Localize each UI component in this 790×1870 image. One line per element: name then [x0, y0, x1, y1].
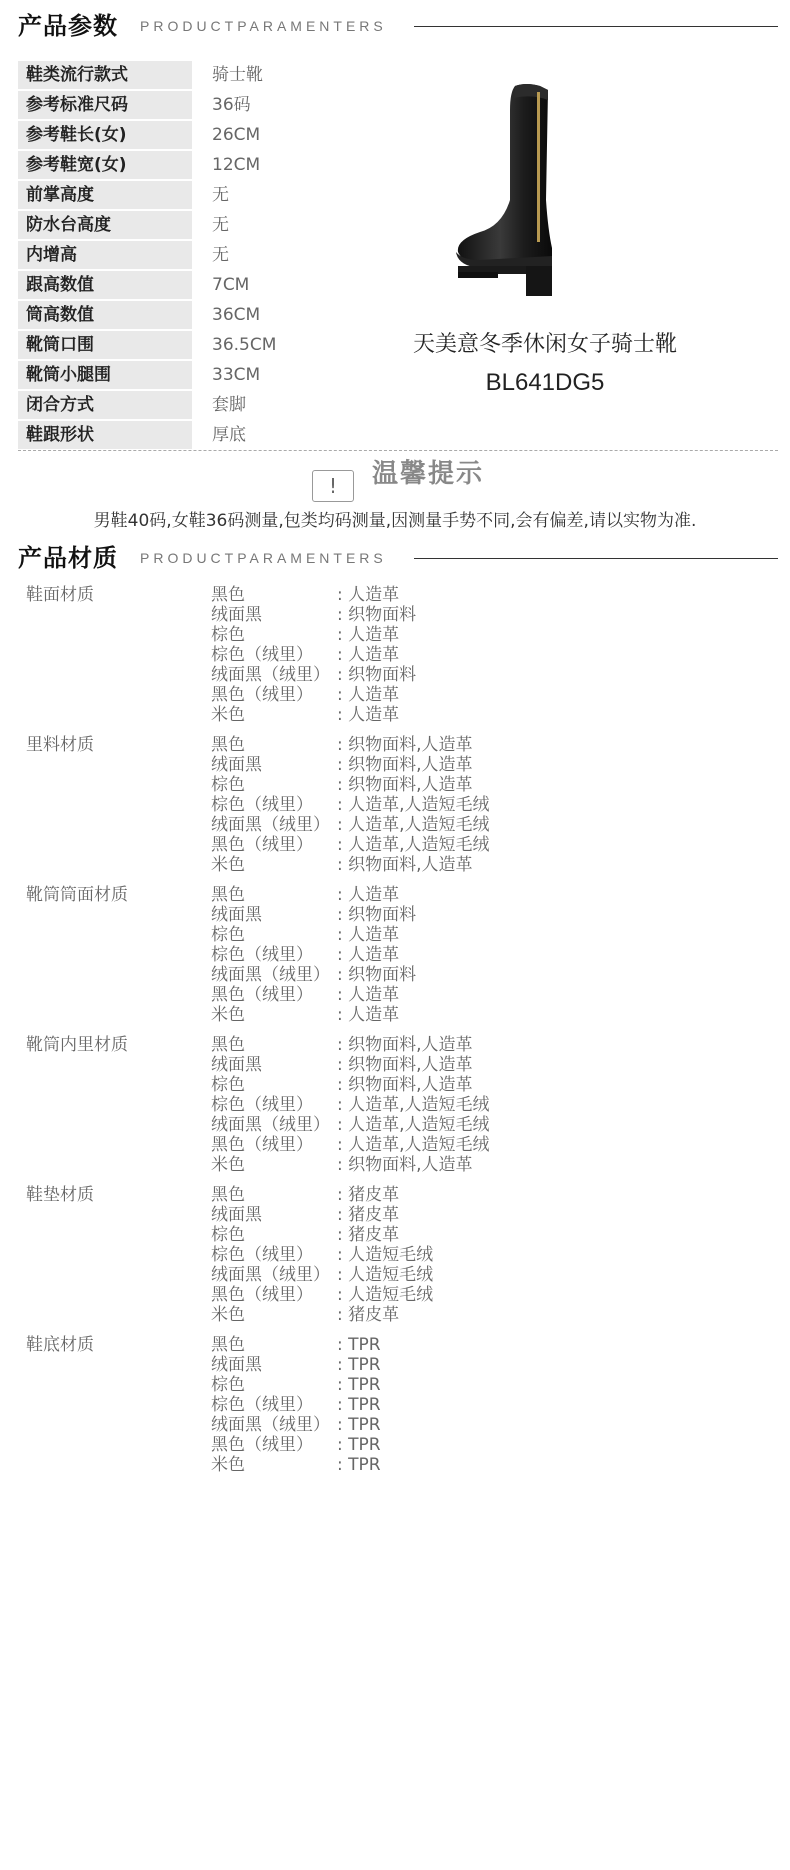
material-color: 黑色 — [211, 1035, 245, 1055]
material-item — [26, 605, 766, 625]
material-value: : TPR — [337, 1455, 381, 1475]
material-value: : 织物面料 — [337, 665, 417, 685]
material-item — [26, 1115, 766, 1135]
material-value: : 织物面料 — [337, 905, 417, 925]
material-item — [26, 1005, 766, 1025]
params-section-subtitle: PRODUCTPARAMENTERS — [140, 18, 387, 34]
material-item — [26, 1415, 766, 1435]
material-value: : 人造革,人造短毛绒 — [337, 815, 490, 835]
param-value: 无 — [212, 185, 229, 205]
material-group-name: 鞋垫材质 — [26, 1185, 94, 1205]
material-item — [26, 625, 766, 645]
param-row — [18, 120, 348, 150]
warning-glyph: ! — [328, 474, 338, 498]
material-item — [26, 1375, 766, 1395]
material-group-name: 里料材质 — [26, 735, 94, 755]
param-key: 内增高 — [18, 241, 192, 269]
material-item — [26, 1395, 766, 1415]
material-value: : 织物面料 — [337, 965, 417, 985]
param-row — [18, 60, 348, 90]
material-item — [26, 1075, 766, 1095]
material-value: : 人造革,人造短毛绒 — [337, 1095, 490, 1115]
material-value: : 织物面料,人造革 — [337, 1035, 473, 1055]
material-value: : 织物面料,人造革 — [337, 1075, 473, 1095]
material-value: : TPR — [337, 1435, 381, 1455]
material-color: 米色 — [211, 1155, 245, 1175]
material-item — [26, 795, 766, 815]
params-section-header — [18, 9, 778, 43]
material-color: 黑色（绒里） — [211, 1285, 313, 1305]
param-key: 鞋类流行款式 — [18, 61, 192, 89]
material-value: : 猪皮革 — [337, 1205, 400, 1225]
material-value: : 人造革,人造短毛绒 — [337, 835, 490, 855]
param-key: 防水台高度 — [18, 211, 192, 239]
material-value: : 人造革 — [337, 705, 400, 725]
material-item — [26, 705, 766, 725]
material-value: : 猪皮革 — [337, 1225, 400, 1245]
param-row — [18, 300, 348, 330]
material-value: : 织物面料,人造革 — [337, 1155, 473, 1175]
param-key: 闭合方式 — [18, 391, 192, 419]
material-color: 绒面黑（绒里） — [211, 815, 330, 835]
material-value: : 人造革 — [337, 885, 400, 905]
material-item — [26, 925, 766, 945]
material-group — [26, 885, 766, 1025]
param-value: 36.5CM — [212, 335, 277, 355]
material-color: 棕色（绒里） — [211, 945, 313, 965]
warning-icon — [312, 470, 354, 502]
material-item — [26, 685, 766, 705]
material-color: 棕色 — [211, 775, 245, 795]
material-value: : TPR — [337, 1375, 381, 1395]
material-item — [26, 1035, 766, 1055]
param-value: 套脚 — [212, 395, 246, 415]
material-item — [26, 735, 766, 755]
material-color: 黑色 — [211, 735, 245, 755]
material-color: 绒面黑 — [211, 905, 262, 925]
param-value: 骑士靴 — [212, 65, 263, 85]
material-group — [26, 585, 766, 725]
material-item — [26, 1225, 766, 1245]
material-item — [26, 1435, 766, 1455]
material-value: : 人造革 — [337, 585, 400, 605]
material-group-name: 靴筒内里材质 — [26, 1035, 128, 1055]
material-color: 米色 — [211, 1305, 245, 1325]
material-item — [26, 1135, 766, 1155]
materials-section-subtitle: PRODUCTPARAMENTERS — [140, 550, 387, 566]
material-value: : 织物面料 — [337, 605, 417, 625]
material-value: : 织物面料,人造革 — [337, 755, 473, 775]
material-item — [26, 855, 766, 875]
material-color: 米色 — [211, 705, 245, 725]
params-section-title: 产品参数 — [18, 12, 118, 40]
param-value: 36CM — [212, 305, 261, 325]
material-color: 棕色（绒里） — [211, 645, 313, 665]
param-value: 无 — [212, 215, 229, 235]
material-value: : 猪皮革 — [337, 1185, 400, 1205]
material-color: 棕色（绒里） — [211, 795, 313, 815]
materials-list — [26, 585, 766, 1485]
material-color: 黑色（绒里） — [211, 1135, 313, 1155]
material-item — [26, 775, 766, 795]
material-item — [26, 835, 766, 855]
param-key: 前掌高度 — [18, 181, 192, 209]
material-item — [26, 905, 766, 925]
material-item — [26, 1205, 766, 1225]
param-row — [18, 90, 348, 120]
material-color: 绒面黑 — [211, 755, 262, 775]
material-color: 绒面黑（绒里） — [211, 1115, 330, 1135]
material-item — [26, 585, 766, 605]
material-item — [26, 1355, 766, 1375]
param-key: 跟高数值 — [18, 271, 192, 299]
material-color: 棕色 — [211, 925, 245, 945]
material-value: : 猪皮革 — [337, 1305, 400, 1325]
material-color: 绒面黑 — [211, 1355, 262, 1375]
param-key: 参考标准尺码 — [18, 91, 192, 119]
param-value: 7CM — [212, 275, 250, 295]
material-color: 棕色 — [211, 625, 245, 645]
material-value: : 人造革,人造短毛绒 — [337, 1115, 490, 1135]
material-value: : 织物面料,人造革 — [337, 1055, 473, 1075]
material-value: : 人造革 — [337, 985, 400, 1005]
param-row — [18, 330, 348, 360]
material-item — [26, 1245, 766, 1265]
material-color: 米色 — [211, 1005, 245, 1025]
param-value: 26CM — [212, 125, 261, 145]
material-color: 黑色（绒里） — [211, 835, 313, 855]
material-color: 棕色 — [211, 1225, 245, 1245]
material-item — [26, 985, 766, 1005]
material-color: 黑色（绒里） — [211, 985, 313, 1005]
material-color: 黑色 — [211, 1185, 245, 1205]
header-rule — [414, 26, 778, 27]
material-color: 棕色（绒里） — [211, 1245, 313, 1265]
param-row — [18, 180, 348, 210]
material-item — [26, 1335, 766, 1355]
param-row — [18, 390, 348, 420]
material-value: : 人造革 — [337, 645, 400, 665]
material-item — [26, 1265, 766, 1285]
material-color: 绒面黑 — [211, 605, 262, 625]
material-item — [26, 965, 766, 985]
param-row — [18, 210, 348, 240]
material-color: 棕色 — [211, 1375, 245, 1395]
material-item — [26, 1155, 766, 1175]
product-code: BL641DG5 — [485, 369, 605, 396]
material-group — [26, 1335, 766, 1475]
material-value: : 人造革,人造短毛绒 — [337, 795, 490, 815]
param-value: 33CM — [212, 365, 261, 385]
header-rule — [414, 558, 778, 559]
material-color: 棕色 — [211, 1075, 245, 1095]
material-color: 棕色（绒里） — [211, 1395, 313, 1415]
tip-text: 男鞋40码,女鞋36码测量,包类均码测量,因测量手势不同,会有偏差,请以实物为准. — [93, 511, 697, 531]
material-color: 绒面黑 — [211, 1205, 262, 1225]
material-value: : 人造短毛绒 — [337, 1285, 434, 1305]
param-key: 参考鞋宽(女) — [18, 151, 192, 179]
material-group-name: 鞋底材质 — [26, 1335, 94, 1355]
material-item — [26, 945, 766, 965]
material-color: 黑色（绒里） — [211, 1435, 313, 1455]
material-group — [26, 735, 766, 875]
param-value: 12CM — [212, 155, 261, 175]
param-value: 厚底 — [212, 425, 246, 445]
material-color: 绒面黑 — [211, 1055, 262, 1075]
param-key: 筒高数值 — [18, 301, 192, 329]
material-value: : TPR — [337, 1335, 381, 1355]
material-item — [26, 885, 766, 905]
material-color: 黑色 — [211, 885, 245, 905]
material-color: 棕色（绒里） — [211, 1095, 313, 1115]
material-color: 米色 — [211, 855, 245, 875]
tip-title: 温馨提示 — [372, 459, 485, 489]
param-key: 参考鞋长(女) — [18, 121, 192, 149]
param-value: 36码 — [212, 95, 251, 115]
material-item — [26, 1055, 766, 1075]
material-item — [26, 815, 766, 835]
material-color: 绒面黑（绒里） — [211, 965, 330, 985]
material-item — [26, 1305, 766, 1325]
param-row — [18, 270, 348, 300]
material-group-name: 靴筒筒面材质 — [26, 885, 128, 905]
material-value: : 人造革,人造短毛绒 — [337, 1135, 490, 1155]
material-color: 绒面黑（绒里） — [211, 1415, 330, 1435]
material-color: 黑色（绒里） — [211, 685, 313, 705]
material-group — [26, 1035, 766, 1175]
param-key: 鞋跟形状 — [18, 421, 192, 449]
material-item — [26, 1455, 766, 1475]
param-row — [18, 420, 348, 450]
material-item — [26, 1095, 766, 1115]
material-value: : TPR — [337, 1395, 381, 1415]
material-color: 绒面黑（绒里） — [211, 1265, 330, 1285]
param-key: 靴筒小腿围 — [18, 361, 192, 389]
param-key: 靴筒口围 — [18, 331, 192, 359]
material-item — [26, 755, 766, 775]
material-value: : 人造革 — [337, 1005, 400, 1025]
material-group-name: 鞋面材质 — [26, 585, 94, 605]
material-value: : 人造革 — [337, 625, 400, 645]
material-value: : 人造革 — [337, 925, 400, 945]
dashed-divider — [18, 450, 778, 451]
material-value: : 织物面料,人造革 — [337, 855, 473, 875]
material-value: : TPR — [337, 1415, 381, 1435]
material-value: : TPR — [337, 1355, 381, 1375]
product-name: 天美意冬季休闲女子骑士靴 — [412, 332, 677, 357]
material-color: 米色 — [211, 1455, 245, 1475]
material-item — [26, 645, 766, 665]
boot-product-image — [440, 80, 590, 300]
param-row — [18, 150, 348, 180]
materials-section-header — [18, 541, 778, 575]
material-value: : 织物面料,人造革 — [337, 775, 473, 795]
material-color: 绒面黑（绒里） — [211, 665, 330, 685]
material-item — [26, 1185, 766, 1205]
param-value: 无 — [212, 245, 229, 265]
material-value: : 织物面料,人造革 — [337, 735, 473, 755]
material-color: 黑色 — [211, 585, 245, 605]
material-value: : 人造短毛绒 — [337, 1245, 434, 1265]
material-color: 黑色 — [211, 1335, 245, 1355]
material-value: : 人造革 — [337, 945, 400, 965]
material-value: : 人造短毛绒 — [337, 1265, 434, 1285]
param-row — [18, 360, 348, 390]
material-item — [26, 665, 766, 685]
material-group — [26, 1185, 766, 1325]
materials-section-title: 产品材质 — [18, 544, 118, 572]
params-table — [18, 60, 348, 450]
param-row — [18, 240, 348, 270]
material-item — [26, 1285, 766, 1305]
material-value: : 人造革 — [337, 685, 400, 705]
